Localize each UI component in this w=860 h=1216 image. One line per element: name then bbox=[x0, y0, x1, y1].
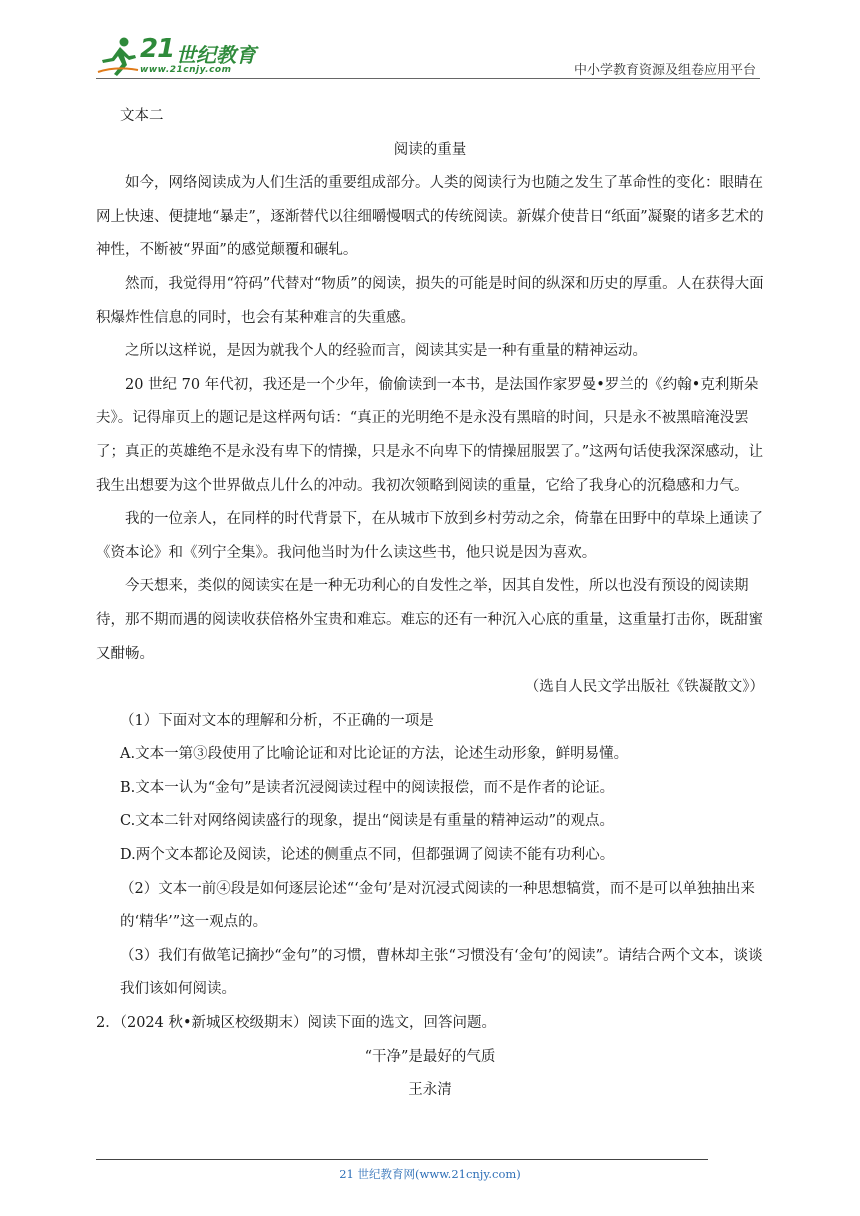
option-c: C.文本二针对网络阅读盛行的现象，提出“阅读是有重量的精神运动”的观点。 bbox=[120, 813, 615, 830]
passage-title: “干净”是最好的气质 bbox=[364, 1048, 496, 1065]
section-label: 文本二 bbox=[120, 108, 164, 124]
option-d: D.两个文本都论及阅读，论述的侧重点不同，但都强调了阅读不能有功利心。 bbox=[120, 847, 615, 864]
paragraph: 20 世纪 70 年代初，我还是一个少年，偷偷读到一本书，是法国作家罗曼•罗兰的《约翰•克利斯朵夫》。记得扉页上的题记是这样两句话：“真正的光明绝不是永没有黑暗的时间，只是永不被黑暗淹没罢了；真正的英雄绝不是永没有卑下的情操，只是永不向卑下的情操屈服罢了。”这两句话使我深深感动，让我生出想要为这个世界做点儿什么的冲动。我初次领略到阅读的重量，它给了我身心的沉稳感和力气。 bbox=[96, 376, 764, 494]
option-a: A.文本一第③段使用了比喻论证和对比论证的方法，论述生动形象，鲜明易懂。 bbox=[120, 746, 629, 763]
runner-logo-icon bbox=[96, 36, 140, 78]
problem-stem-text: （2024 秋•新城区校级期末）阅读下面的选文，回答问题。 bbox=[119, 1015, 497, 1032]
source-citation: （选自人民文学出版社《铁凝散文》） bbox=[524, 679, 764, 696]
page-header bbox=[96, 34, 760, 80]
logo bbox=[96, 34, 266, 80]
logo-text: 世纪教育 bbox=[176, 43, 256, 67]
paragraph: 我的一位亲人，在同样的时代背景下，在从城市下放到乡村劳动之余，倚靠在田野中的草垛上通读了《资本论》和《列宁全集》。我问他当时为什么读这些书，他只说是因为喜欢。 bbox=[96, 511, 763, 561]
paragraph: 如今，网络阅读成为人们生活的重要组成部分。人类的阅读行为也随之发生了革命性的变化：眼睛在网上快速、便捷地“暴走”，逐渐替代以往细嚼慢咽式的传统阅读。新媒介使昔日“纸面”凝聚的诸多艺术的神性，不断被“界面”的感觉颠覆和碾轧。 bbox=[96, 175, 764, 259]
footer-divider bbox=[96, 1159, 708, 1160]
footer-link[interactable]: 21 世纪教育网(www.21cnjy.com) bbox=[339, 1167, 521, 1181]
question-2: （2）文本一前④段是如何逐层论述“‘金句’是对沉浸式阅读的一种思想犒赏，而不是可以单独抽出来的‘精华’”这一观点的。 bbox=[120, 880, 755, 931]
article-title: 阅读的重量 bbox=[393, 141, 467, 158]
option-b: B.文本一认为“金句”是读者沉浸阅读过程中的阅读报偿，而不是作者的论证。 bbox=[120, 779, 615, 796]
passage-author: 王永清 bbox=[408, 1082, 452, 1099]
header-divider bbox=[96, 78, 760, 79]
logo-url: www.21cnjy.com bbox=[140, 65, 232, 75]
document-body bbox=[96, 100, 764, 1108]
logo-number: 21 bbox=[140, 34, 175, 64]
problem-2-stem bbox=[96, 1007, 764, 1041]
problem-number: 2． bbox=[96, 1015, 120, 1032]
paragraph: 然而，我觉得用“符码”代替对“物质”的阅读，损失的可能是时间的纵深和历史的厚重。人在获得大面积爆炸性信息的同时，也会有某种难言的失重感。 bbox=[96, 275, 764, 326]
question-1: （1）下面对文本的理解和分析，不正确的一项是 bbox=[120, 712, 434, 729]
paragraph: 之所以这样说，是因为就我个人的经验而言，阅读其实是一种有重量的精神运动。 bbox=[125, 343, 647, 360]
paragraph: 今天想来，类似的阅读实在是一种无功利心的自发性之举，因其自发性，所以也没有预设的阅读期待，那不期而遇的阅读收获倍格外宝贵和难忘。难忘的还有一种沉入心底的重量，这重量打击你，既甜蜜又酣畅。 bbox=[96, 578, 763, 662]
header-platform-text: 中小学教育资源及组卷应用平台 bbox=[573, 63, 756, 78]
question-3: （3）我们有做笔记摘抄“金句”的习惯，曹林却主张“习惯没有‘金句’的阅读”。请结合两个文本，谈谈我们该如何阅读。 bbox=[120, 947, 763, 998]
